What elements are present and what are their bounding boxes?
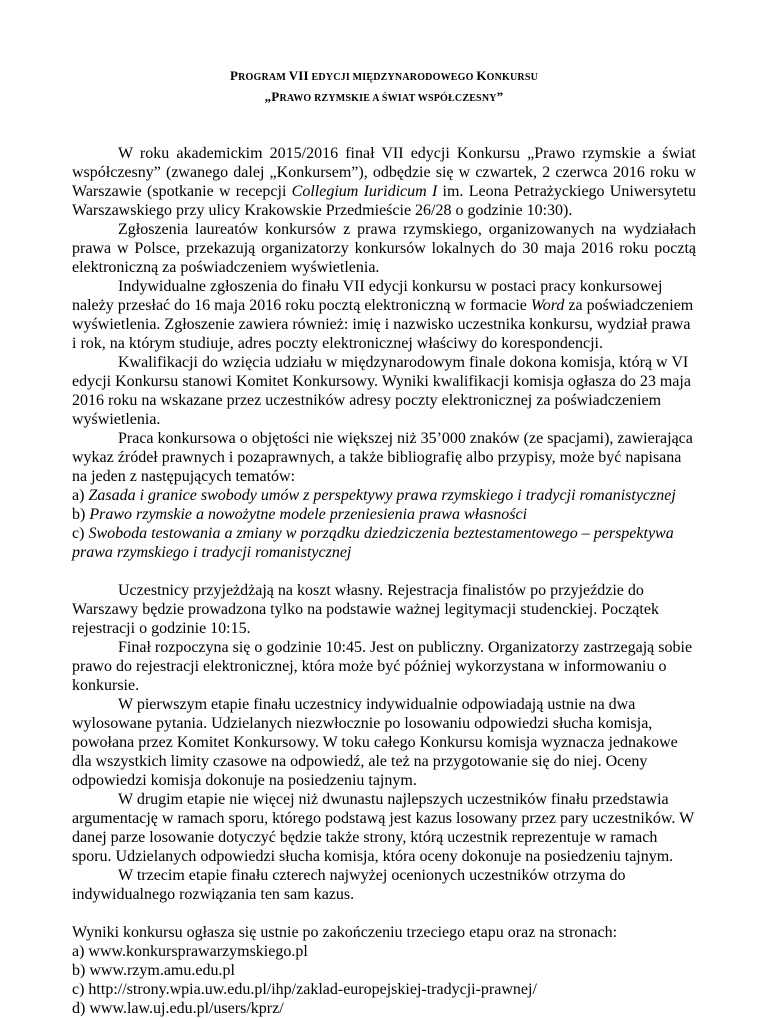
paragraph-final-start: Finał rozpoczyna się o godzinie 10:45. Jest on publiczny. Organizatorzy zastrzegają sobie prawo do rejestracji elektronicznej, która może być później wykorzystana w informowaniu o konkursie. [72,639,693,694]
results-link: a) www.konkursprawarzymskiego.pl [72,943,308,960]
results-link: d) www.law.uj.edu.pl/users/kprz/ [72,1000,284,1017]
topic-item: a) Zasada i granice swobody umów z perspektywy prawa rzymskiego i tradycji romanistycznej [72,487,676,504]
paragraph-final-date: W roku akademickim 2015/2016 finał VII edycji Konkursu „Prawo rzymskie a świat współczesny” (zwanego dalej „Konkursem”), odbędzie się w czwartek, 2 czerwca 2016 roku w Warszawie (spotkanie w recepcji Collegium Iuridicum I im. Leona Petrażyckiego Uniwersytetu Warszawskiego przy ulicy Krakowskie Przedmieście 26/28 o godzinie 10:30). [72,145,697,219]
paragraph-stage-two: W drugim etapie nie więcej niż dwunastu najlepszych uczestników finału przedstawia argumentację w ramach sporu, którego podstawą jest kazus losowany przez pary uczestników. W danej parze losowanie dotyczyć będzie także strony, którą uczestnik reprezentuje w ramach sporu. Udzielanych odpowiedzi słucha komisja, która oceny dokonuje na posiedzeniu tajnym. [72,791,694,865]
paragraph-individual-applications: Indywidualne zgłoszenia do finału VII edycji konkursu w postaci pracy konkursowej należy przesłać do 16 maja 2016 roku pocztą elektroniczną w formacie Word za poświadczeniem wyświetlenia. Zgłoszenie zawiera również: imię i nazwisko uczestnika konkursu, wydział prawa i rok, na którym studiuje, adres poczty elektronicznej właściwy do korespondencji. [72,278,694,352]
topic-item: b) Prawo rzymskie a nowożytne modele przeniesienia prawa własności [72,506,528,523]
title-line-2: „PRAWO RZYMSKIE A ŚWIAT WSPÓŁCZESNY” [264,89,504,104]
paragraph-qualification: Kwalifikacji do wzięcia udziału w międzynarodowym finale dokona komisja, którą w VI edycji Konkursu stanowi Komitet Konkursowy. Wyniki kwalifikacji komisja ogłasza do 23 maja 2016 roku na wskazane przez uczestników adresy poczty elektronicznej za poświadczeniem wyświetlenia. [72,354,691,428]
paragraph-stage-one: W pierwszym etapie finału uczestnicy indywidualnie odpowiadają ustnie na dwa wylosowane pytania. Udzielanych niezwłocznie po losowaniu odpowiedzi słucha komisja, powołana przez Komitet Konkursowy. W toku całego Konkursu komisja wyznacza jednakowe dla wszystkich limity czasowe na odpowiedź, ale też na przygotowanie się do niej. Oceny odpowiedzi komisja dokonuje na posiedzeniu tajnym. [72,696,678,789]
results-link: c) http://strony.wpia.uw.edu.pl/ihp/zaklad-europejskiej-tradycji-prawnej/ [72,981,537,998]
document-title [72,66,696,108]
paragraph-paper-requirements: Praca konkursowa o objętości nie większej niż 35’000 znaków (ze spacjami), zawierająca wykaz źródeł prawnych i pozaprawnych, a także bibliografię albo przypisy, może być napisana na jeden z następujących tematów: [72,430,693,485]
paragraph-registration: Uczestnicy przyjeżdżają na koszt własny. Rejestracja finalistów po przyjeździe do Warszawy będzie prowadzona tylko na podstawie ważnej legitymacji studenckiej. Początek rejestracji o godzinie 10:15. [72,582,659,637]
topic-item: c) Swoboda testowania a zmiany w porządku dziedziczenia beztestamentowego – perspektywa prawa rzymskiego i tradycji romanistycznej [72,525,674,561]
paragraph-laureate-applications: Zgłoszenia laureatów konkursów z prawa rzymskiego, organizowanych na wydziałach prawa w Polsce, przekazują organizatorzy konkursów lokalnych do 30 maja 2016 roku pocztą elektroniczną za poświadczeniem wyświetlenia. [72,221,696,276]
title-line-1: PROGRAM VII EDYCJI MIĘDZYNARODOWEGO KONKURSU [229,68,539,83]
paragraph-stage-three: W trzecim etapie finału czterech najwyżej ocenionych uczestników otrzyma do indywidualnego rozwiązania ten sam kazus. [72,867,626,903]
results-link: b) www.rzym.amu.edu.pl [72,962,235,979]
results-intro: Wyniki konkursu ogłasza się ustnie po zakończeniu trzeciego etapu oraz na stronach: [72,924,618,941]
